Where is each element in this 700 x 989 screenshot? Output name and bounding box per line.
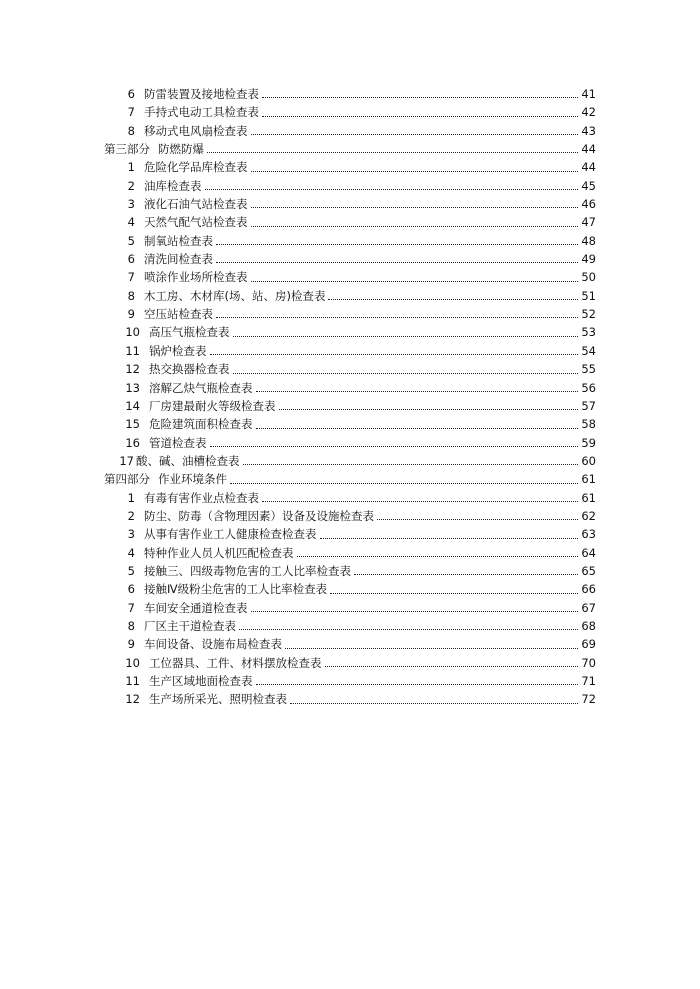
- toc-entry-title: 防尘、防毒（含物理因素）设备及设施检查表: [144, 508, 374, 523]
- toc-entry-number: 1: [127, 160, 135, 175]
- toc-entry[interactable]: [104, 213, 596, 231]
- toc-entry[interactable]: [104, 177, 596, 195]
- toc-page-number: 65: [581, 563, 596, 578]
- toc-entry[interactable]: [104, 635, 596, 653]
- toc-entry[interactable]: [104, 232, 596, 250]
- toc-entry-number: 7: [127, 270, 135, 285]
- dot-leader: [251, 206, 579, 208]
- toc-entry-number: 3: [127, 197, 135, 212]
- toc-entry-title: 喷涂作业场所检查表: [144, 270, 248, 285]
- toc-entry[interactable]: [104, 580, 596, 598]
- toc-entry-title: 危险建筑面积检查表: [149, 417, 253, 432]
- toc-page-number: 42: [581, 105, 596, 120]
- toc-entry-title: 液化石油气站检查表: [144, 197, 248, 212]
- toc-page-number: 41: [581, 87, 596, 101]
- toc-entry[interactable]: [104, 415, 596, 433]
- toc-entry-title: 工位器具、工件、材料摆放检查表: [149, 655, 322, 670]
- dot-leader: [205, 188, 579, 190]
- dot-leader: [216, 261, 578, 263]
- toc-page-number: 50: [581, 270, 596, 285]
- toc-entry-title: 锅炉检查表: [149, 343, 207, 358]
- toc-entry-number: 5: [127, 563, 135, 578]
- dot-leader: [251, 170, 579, 172]
- toc-entry[interactable]: [104, 672, 596, 690]
- toc-page-number: 72: [581, 692, 596, 707]
- toc-entry[interactable]: [104, 507, 596, 525]
- dot-leader: [251, 610, 579, 612]
- toc-entry[interactable]: [104, 434, 596, 452]
- toc-entry-title: 油库检查表: [144, 178, 202, 193]
- toc-entry-title: 制氧站检查表: [144, 233, 213, 248]
- toc-entry-title: 特种作业人员人机匹配检查表: [144, 545, 294, 560]
- toc-page-number: 58: [581, 417, 596, 432]
- toc-entry[interactable]: [104, 85, 596, 103]
- toc-entry[interactable]: [104, 617, 596, 635]
- toc-entry[interactable]: [104, 690, 596, 708]
- toc-page-number: 57: [581, 398, 596, 413]
- dot-leader: [256, 427, 579, 429]
- toc-entry-title: 手持式电动工具检查表: [144, 105, 259, 120]
- toc-entry-title: 高压气瓶检查表: [149, 325, 230, 340]
- toc-entry[interactable]: [104, 158, 596, 176]
- toc-entry-title: 清洗间检查表: [144, 252, 213, 267]
- dot-leader: [279, 408, 579, 410]
- toc-part-row[interactable]: [104, 470, 596, 488]
- toc-page-number: 51: [581, 288, 596, 303]
- toc-page-number: 61: [581, 472, 596, 487]
- dot-leader: [210, 445, 579, 447]
- toc-page-number: 62: [581, 508, 596, 523]
- toc-entry[interactable]: [104, 360, 596, 378]
- dot-leader: [243, 463, 579, 465]
- toc-entry-title: 防雷装置及接地检查表: [144, 87, 259, 101]
- dot-leader: [325, 665, 579, 667]
- toc-entry-title: 从事有害作业工人健康检查检查表: [144, 527, 317, 542]
- toc-part-label: 第四部分: [104, 472, 150, 487]
- toc-entry-number: 12: [125, 362, 140, 377]
- toc-page-number: 70: [581, 655, 596, 670]
- toc-entry-number: 8: [127, 123, 135, 138]
- toc-entry[interactable]: [104, 122, 596, 140]
- dot-leader: [207, 151, 578, 153]
- toc-entry-number: 13: [125, 380, 140, 395]
- toc-page-number: 64: [581, 545, 596, 560]
- toc-page-number: 45: [581, 178, 596, 193]
- toc-page-number: 46: [581, 197, 596, 212]
- toc-page-number: 60: [581, 453, 596, 468]
- toc-entry-title: 防燃防爆: [158, 142, 204, 157]
- toc-page-number: 61: [581, 490, 596, 505]
- toc-entry-number: 11: [125, 674, 140, 688]
- toc-entry-title: 天然气配气站检查表: [144, 215, 248, 230]
- toc-page-number: 48: [581, 233, 596, 248]
- toc-entry-title: 溶解乙炔气瓶检查表: [149, 380, 253, 395]
- toc-page-number: 54: [581, 343, 596, 358]
- toc-entry-title: 移动式电风扇检查表: [144, 123, 248, 138]
- toc-entry[interactable]: [104, 562, 596, 580]
- toc-entry-number: 9: [127, 637, 135, 652]
- toc-entry-number: 15: [125, 417, 140, 432]
- toc-entry-number: 16: [125, 435, 140, 450]
- dot-leader: [262, 96, 578, 98]
- dot-leader: [216, 316, 578, 318]
- toc-entry-title: 木工房、木材库(场、站、房)检查表: [144, 288, 326, 303]
- toc-entry-number: 14: [125, 398, 140, 413]
- dot-leader: [328, 298, 578, 300]
- toc-page-number: 44: [581, 142, 596, 157]
- dot-leader: [230, 482, 578, 484]
- toc-page-number: 43: [581, 123, 596, 138]
- toc-entry-title: 车间安全通道检查表: [144, 600, 248, 615]
- dot-leader: [256, 390, 579, 392]
- dot-leader: [210, 353, 579, 355]
- dot-leader: [233, 335, 579, 337]
- toc-entry[interactable]: [104, 195, 596, 213]
- toc-entry-title: 管道检查表: [149, 435, 207, 450]
- dot-leader: [233, 372, 579, 374]
- toc-entry-number: 12: [125, 692, 140, 707]
- toc-entry[interactable]: [104, 287, 596, 305]
- dot-leader: [262, 115, 578, 117]
- toc-entry[interactable]: [104, 305, 596, 323]
- toc-entry-number: 4: [127, 215, 135, 230]
- toc-page-number: 49: [581, 252, 596, 267]
- toc-entry-number: 4: [127, 545, 135, 560]
- toc-page-number: 56: [581, 380, 596, 395]
- toc-entry-title: 厂区主干道检查表: [144, 618, 236, 633]
- toc-entry-title: 厂房建最耐火等级检查表: [149, 398, 276, 413]
- toc-entry-number: 2: [127, 508, 135, 523]
- toc-entry-title: 危险化学品库检查表: [144, 160, 248, 175]
- dot-leader: [251, 225, 579, 227]
- toc-entry-number: 3: [127, 527, 135, 542]
- toc-entry[interactable]: [104, 525, 596, 543]
- toc-entry[interactable]: [104, 342, 596, 360]
- dot-leader: [320, 537, 579, 539]
- toc-entry-title: 接触三、四级毒物危害的工人比率检查表: [144, 563, 351, 578]
- toc-page-number: 53: [581, 325, 596, 340]
- dot-leader: [251, 280, 579, 282]
- toc-page-number: 66: [581, 582, 596, 597]
- toc-entry[interactable]: [104, 489, 596, 507]
- toc-entry-number: 7: [127, 600, 135, 615]
- toc-entry-number: 6: [127, 252, 135, 267]
- toc-entry-title: 生产区域地面检查表: [149, 674, 253, 688]
- dot-leader: [262, 500, 578, 502]
- toc-entry-number: 10: [125, 655, 140, 670]
- toc-page-number: 47: [581, 215, 596, 230]
- toc-entry-number: 8: [127, 288, 135, 303]
- toc-part-label: 第三部分: [104, 142, 150, 157]
- dot-leader: [377, 518, 578, 520]
- toc-entry-number: 6: [127, 87, 135, 101]
- toc-entry-number: 17: [119, 453, 134, 468]
- toc-entry-title: 生产场所采光、照明检查表: [149, 692, 287, 707]
- dot-leader: [256, 683, 579, 685]
- dot-leader: [216, 243, 578, 245]
- dot-leader: [330, 592, 578, 594]
- toc-entry-number: 9: [127, 307, 135, 322]
- toc-entry[interactable]: [104, 452, 596, 470]
- toc-entry[interactable]: [104, 103, 596, 121]
- toc-entry-title: 接触Ⅳ级粉尘危害的工人比率检查表: [144, 582, 328, 597]
- toc-entry[interactable]: [104, 654, 596, 672]
- toc-entry-number: 11: [125, 343, 140, 358]
- dot-leader: [297, 555, 579, 557]
- toc-entry[interactable]: [104, 268, 596, 286]
- toc-entry-title: 热交换器检查表: [149, 362, 230, 377]
- toc-entry-number: 8: [127, 618, 135, 633]
- toc-entry[interactable]: [104, 323, 596, 341]
- dot-leader: [239, 628, 578, 630]
- toc-entry[interactable]: [104, 379, 596, 397]
- toc-entry[interactable]: [104, 544, 596, 562]
- toc-page-number: 59: [581, 435, 596, 450]
- toc-page-number: 63: [581, 527, 596, 542]
- dot-leader: [290, 702, 578, 704]
- toc-entry-title: 作业环境条件: [158, 472, 227, 487]
- toc-entry-title: 车间设备、设施布局检查表: [144, 637, 282, 652]
- toc-entry-title: 酸、碱、油槽检查表: [136, 453, 240, 468]
- toc-entry[interactable]: [104, 599, 596, 617]
- toc-entry-number: 7: [127, 105, 135, 120]
- dot-leader: [251, 133, 579, 135]
- toc-page-number: 44: [581, 160, 596, 175]
- toc-page-number: 71: [581, 674, 596, 688]
- toc-entry-title: 有毒有害作业点检查表: [144, 490, 259, 505]
- table-of-contents: [104, 85, 596, 709]
- toc-entry-number: 6: [127, 582, 135, 597]
- dot-leader: [354, 573, 578, 575]
- toc-page-number: 69: [581, 637, 596, 652]
- toc-page-number: 67: [581, 600, 596, 615]
- toc-entry-number: 10: [125, 325, 140, 340]
- toc-part-row[interactable]: [104, 140, 596, 158]
- toc-entry[interactable]: [104, 250, 596, 268]
- toc-entry-number: 1: [127, 490, 135, 505]
- toc-page-number: 52: [581, 307, 596, 322]
- dot-leader: [285, 647, 578, 649]
- toc-entry-title: 空压站检查表: [144, 307, 213, 322]
- toc-page-number: 68: [581, 618, 596, 633]
- toc-page-number: 55: [581, 362, 596, 377]
- toc-entry[interactable]: [104, 397, 596, 415]
- toc-entry-number: 5: [127, 233, 135, 248]
- toc-entry-number: 2: [127, 178, 135, 193]
